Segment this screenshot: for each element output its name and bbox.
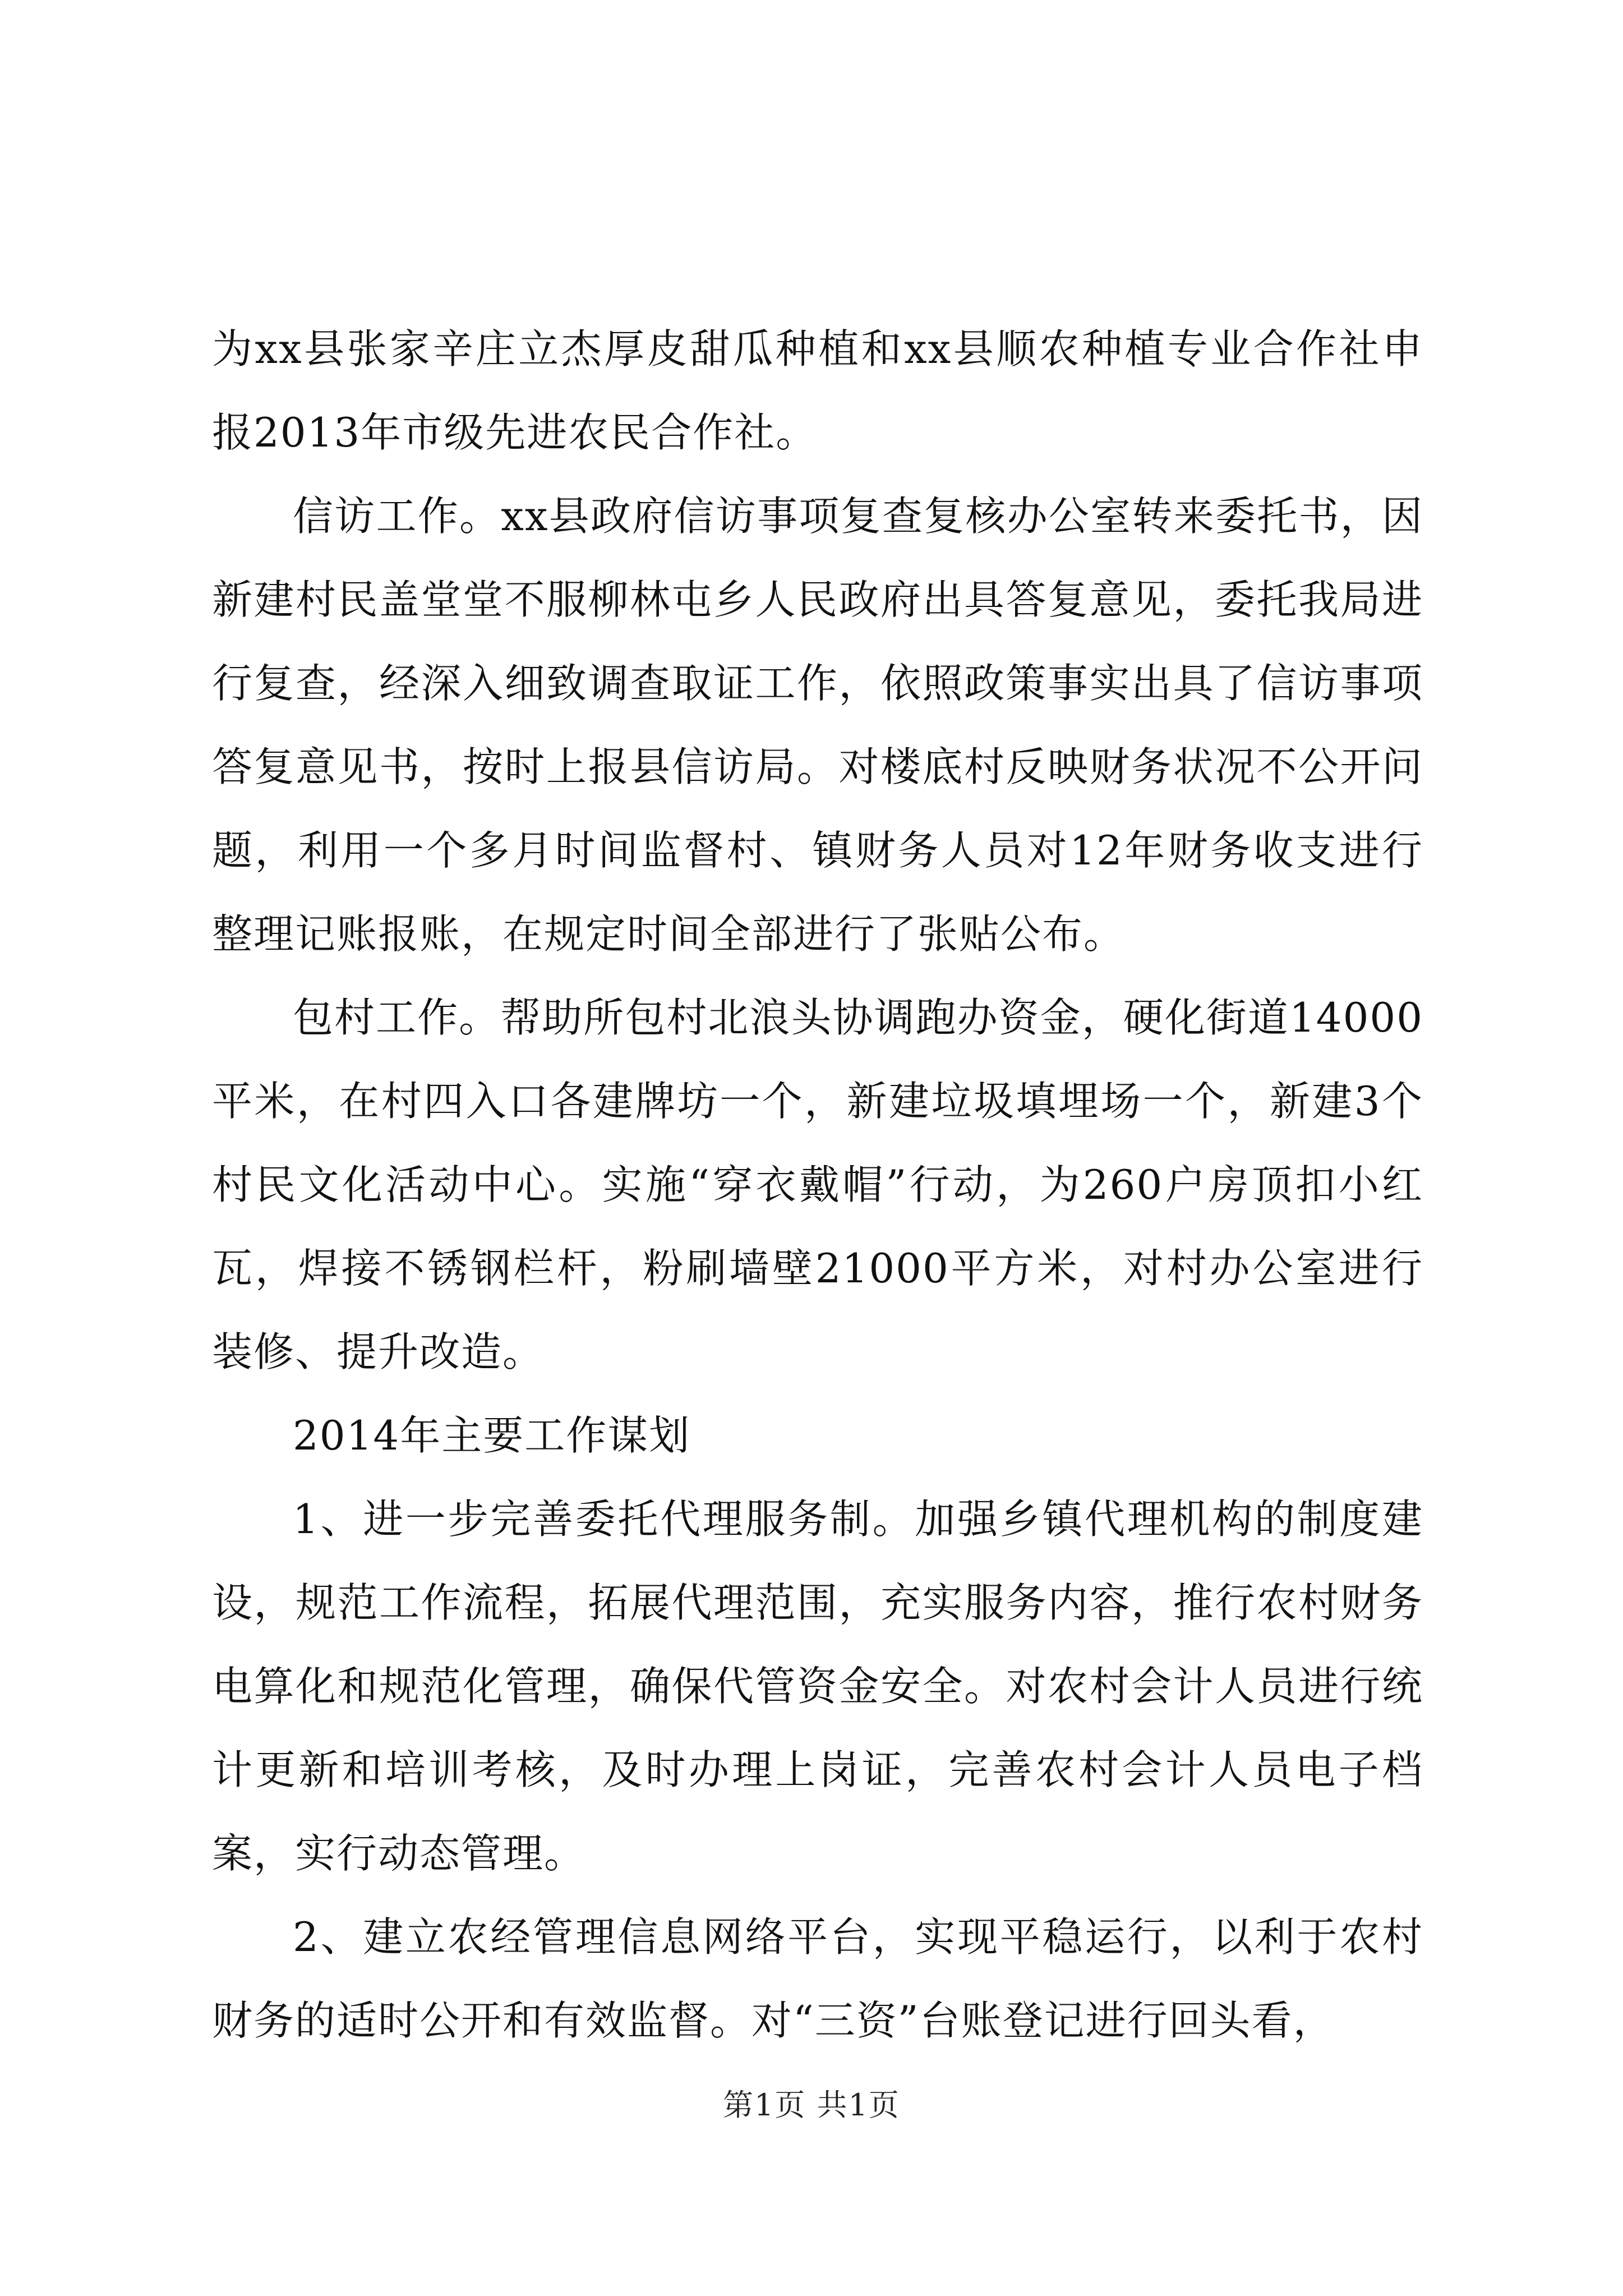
- paragraph-cooperative-application: 为xx县张家辛庄立杰厚皮甜瓜种植和xx县顺农种植专业合作社申报2013年市级先进农民合作社。: [212, 325, 1423, 456]
- page-footer: 第1页 共1页: [723, 2087, 900, 2123]
- paragraph-plan-item-1: 1、进一步完善委托代理服务制。加强乡镇代理机构的制度建设，规范工作流程，拓展代理范围，充实服务内容，推行农村财务电算化和规范化管理，确保代管资金安全。对农村会计人员进行统计更新和培训考核，及时办理上岗证，完善农村会计人员电子档案，实行动态管理。: [212, 1496, 1423, 1877]
- paragraph-petition-work: 信访工作。xx县政府信访事项复查复核办公室转来委托书，因新建村民盖堂堂不服柳林屯乡人民政府出具答复意见，委托我局进行复查，经深入细致调查取证工作，依照政策事实出具了信访事项答复意见书，按时上报县信访局。对楼底村反映财务状况不公开问题，利用一个多月时间监督村、镇财务人员对12年财务收支进行整理记账报账，在规定时间全部进行了张贴公布。: [212, 493, 1423, 958]
- section-heading-2014-plan: 2014年主要工作谋划: [293, 1412, 691, 1459]
- document-body: [212, 307, 1423, 2063]
- paragraph-plan-item-2: 2、建立农经管理信息网络平台，实现平稳运行，以利于农村财务的适时公开和有效监督。对“三资”台账登记进行回头看，: [212, 1913, 1423, 2044]
- paragraph-village-work: 包村工作。帮助所包村北浪头协调跑办资金，硬化街道14000平米，在村四入口各建牌坊一个，新建垃圾填埋场一个，新建3个村民文化活动中心。实施“穿衣戴帽”行动，为260户房顶扣小红瓦，焊接不锈钢栏杆，粉刷墙壁21000平方米，对村办公室进行装修、提升改造。: [212, 994, 1423, 1375]
